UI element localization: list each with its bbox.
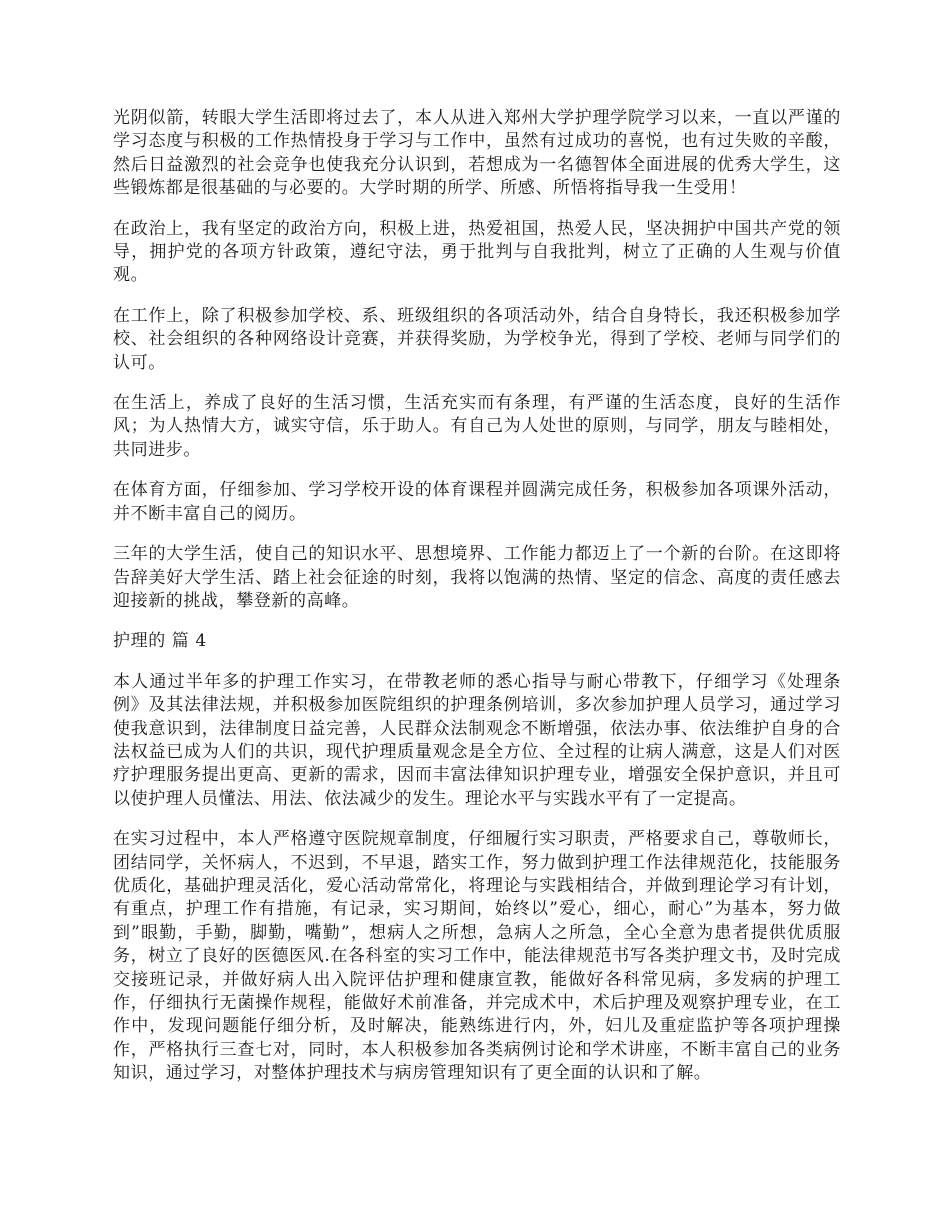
paragraph-sports: 在体育方面，仔细参加、学习学校开设的体育课程并圆满完成任务，积极参加各项课外活动，并不断丰富自己的阅历。 <box>113 480 841 524</box>
paragraph-intro: 光阴似箭，转眼大学生活即将过去了，本人从进入郑州大学护理学院学习以来，一直以严谨的学习态度与积极的工作热情投身于学习与工作中，虽然有过成功的喜悦，也有过失败的辛酸，然后日益激烈的社会竞争也使我充分认识到，若想成为一名德智体全面进展的优秀大学生，这些锻炼都是很基础的与必要的。大学时期的所学、所感、所悟将指导我一生受用！ <box>113 108 841 199</box>
paragraph-internship-law: 本人通过半年多的护理工作实习，在带教老师的悉心指导与耐心带教下，仔细学习《处理条例》及其法律法规，并积极参加医院组织的护理条例培训，多次参加护理人员学习，通过学习使我意识到，法律制度日益完善，人民群众法制观念不断增强，依法办事、依法维护自身的合法权益已成为人们的共识，现代护理质量观念是全方位、全过程的让病人满意，这是人们对医疗护理服务提出更高、更新的需求，因而丰富法律知识护理专业，增强安全保护意识，并且可以使护理人员懂法、用法、依法减少的发生。理论水平与实践水平有了一定提高。 <box>113 671 841 809</box>
paragraph-life: 在生活上，养成了良好的生活习惯，生活充实而有条理，有严谨的生活态度，良好的生活作风；为人热情大方，诚实守信，乐于助人。有自己为人处世的原则，与同学，朋友与睦相处，共同进步。 <box>113 393 841 460</box>
document-body <box>113 107 841 1103</box>
paragraph-work: 在工作上，除了积极参加学校、系、班级组织的各项活动外，结合自身特长，我还积极参加学校、社会组织的各种网络设计竞赛，并获得奖励，为学校争光，得到了学校、老师与同学们的认可。 <box>113 305 841 373</box>
paragraph-conclusion: 三年的大学生活，使自己的知识水平、思想境界、工作能力都迈上了一个新的台阶。在这即将告辞美好大学生活、踏上社会征途的时刻，我将以饱满的热情、坚定的信念、高度的责任感去迎接新的挑战，攀登新的高峰。 <box>113 544 841 611</box>
section-heading: 护理的 篇 4 <box>113 631 207 652</box>
paragraph-internship-practice: 在实习过程中，本人严格遵守医院规章制度，仔细履行实习职责，严格要求自己，尊敬师长，团结同学，关怀病人，不迟到，不早退，踏实工作，努力做到护理工作法律规范化，技能服务优质化，基础护理灵活化，爱心活动常常化，将理论与实践相结合，并做到理论学习有计划，有重点，护理工作有措施，有记录，实习期间，始终以”爱心，细心，耐心”为基本，努力做到”眼勤，手勤，脚勤，嘴勤”，想病人之所想，急病人之所急，全心全意为患者提供优质服务，树立了良好的医德医风.在各科室的实习工作中，能法律规范书写各类护理文书，及时完成交接班记录，并做好病人出入院评估护理和健康宣教，能做好各科常见病，多发病的护理工作，仔细执行无菌操作规程，能做好术前准备，并完成术中，术后护理及观察护理专业，在工作中，发现问题能仔细分析，及时解决，能熟练进行内，外，妇儿及重症监护等各项护理操作，严格执行三查七对，同时，本人积极参加各类病例讨论和学术讲座，不断丰富自己的业务知识，通过学习，对整体护理技术与病房管理知识有了更全面的认识和了解。 <box>113 829 841 1084</box>
paragraph-politics: 在政治上，我有坚定的政治方向，积极上进，热爱祖国，热爱人民，坚决拥护中国共产党的领导，拥护党的各项方针政策，遵纪守法，勇于批判与自我批判，树立了正确的人生观与价值观。 <box>113 218 841 286</box>
